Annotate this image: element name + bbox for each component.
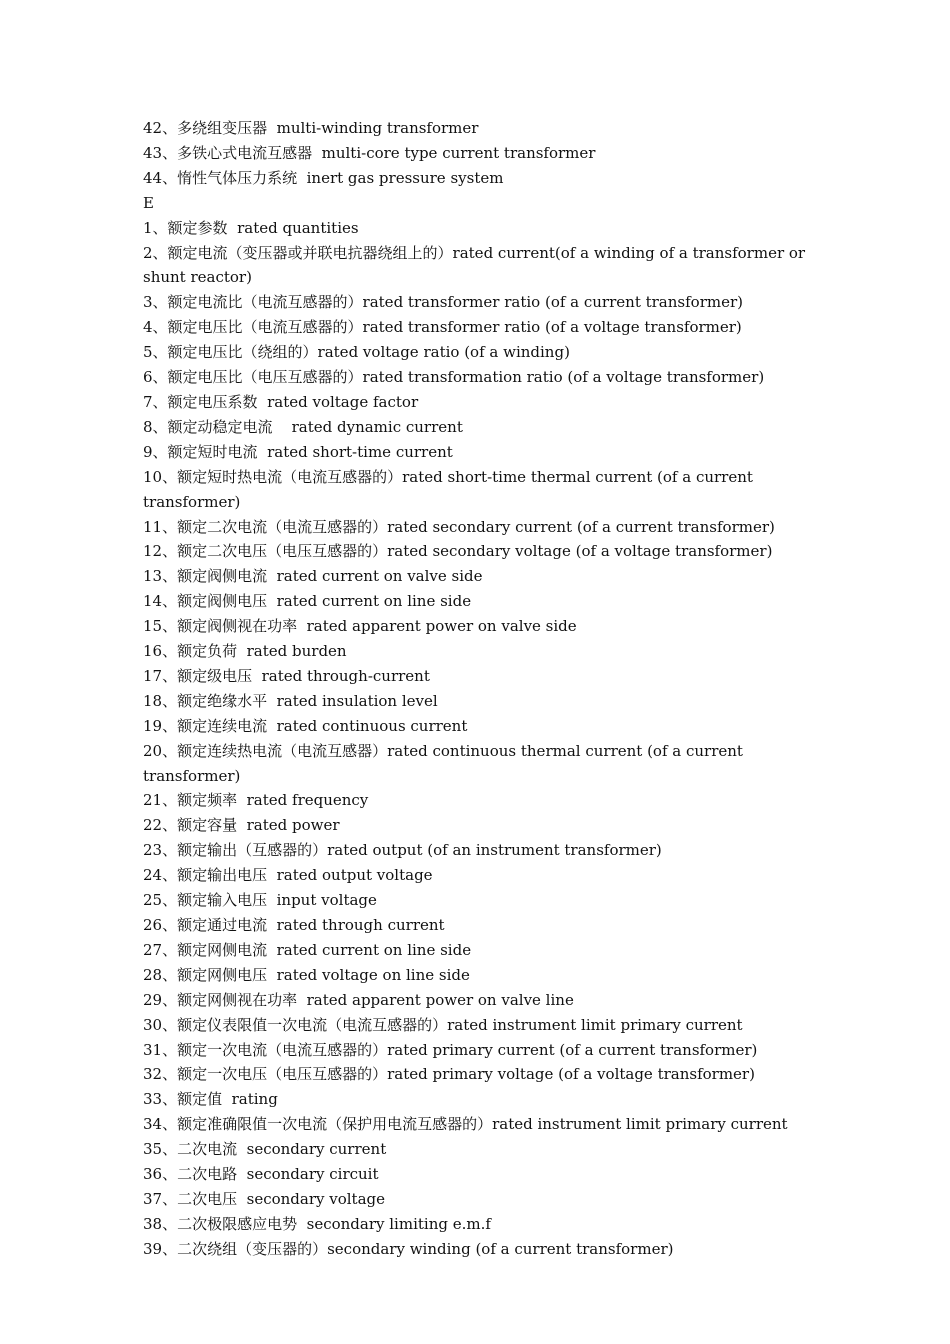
text-line: 10、额定短时热电流（电流互感器的）rated short-time thermal current (of a current transformer) (143, 467, 758, 511)
text-line: 36、二次电路 secondary circuit (143, 1165, 379, 1184)
text-line: 22、额定容量 rated power (143, 816, 340, 835)
text-line: 23、额定输出（互感器的）rated output (of an instrument transformer) (143, 841, 662, 860)
text-line: 37、二次电压 secondary voltage (143, 1189, 386, 1208)
text-line: 12、额定二次电压（电压互感器的）rated secondary voltage (of a voltage transformer) (143, 542, 773, 561)
text-line: 8、额定动稳定电流 rated dynamic current (143, 417, 463, 436)
text-line: 4、额定电压比（电流互感器的）rated transformer ratio (of a voltage transformer) (143, 318, 742, 337)
text-line: 25、额定输入电压 input voltage (143, 891, 377, 910)
text-line: 32、额定一次电压（电压互感器的）rated primary voltage (of a voltage transformer) (143, 1065, 755, 1084)
text-line: 2、额定电流（变压器或并联电抗器绕组上的）rated current(of a winding of a transformer or (143, 243, 806, 262)
text-line: 14、额定阀侧电压 rated current on line side (143, 592, 472, 611)
text-line: 26、额定通过电流 rated through current (143, 916, 445, 934)
text-line: 27、额定网侧电流 rated current on line side (143, 940, 472, 959)
text-line: shunt reactor) (143, 268, 252, 287)
text-line: 24、额定输出电压 rated output voltage (143, 866, 433, 885)
text-line: 30、额定仪表限值一次电流（电流互感器的）rated instrument limit primary current (143, 1015, 743, 1034)
text-line: 43、多铁心式电流互感器 multi-core type current transformer (143, 143, 596, 162)
document-body (143, 116, 811, 1262)
text-line: 28、额定网侧电压 rated voltage on line side (143, 965, 470, 984)
text-line: 19、额定连续电流 rated continuous current (143, 716, 468, 735)
text-line: 13、额定阀侧电流 rated current on valve side (143, 567, 483, 586)
text-line: 9、额定短时电流 rated short-time current (143, 442, 453, 461)
text-line: 44、惰性气体压力系统 inert gas pressure system (143, 168, 504, 187)
text-line: 18、额定绝缘水平 rated insulation level (143, 691, 438, 710)
text-line: 7、额定电压系数 rated voltage factor (143, 392, 419, 411)
text-line: 35、二次电流 secondary current (143, 1140, 387, 1159)
text-line: 33、额定值 rating (143, 1090, 278, 1109)
text-line: 31、额定一次电流（电流互感器的）rated primary current (of a current transformer) (143, 1040, 758, 1059)
text-line: 11、额定二次电流（电流互感器的）rated secondary current (of a current transformer) (143, 517, 775, 536)
section-letter: E (143, 193, 154, 212)
text-line: 6、额定电压比（电压互感器的）rated transformation ratio (of a voltage transformer) (143, 368, 765, 387)
text-line: 5、额定电压比（绕组的）rated voltage ratio (of a winding) (143, 343, 570, 362)
text-line: 39、二次绕组（变压器的）secondary winding (of a current transformer) (143, 1239, 674, 1258)
text-line: 3、额定电流比（电流互感器的）rated transformer ratio (of a current transformer) (143, 293, 743, 312)
text-line: 1、额定参数 rated quantities (143, 218, 359, 237)
text-line: 17、额定级电压 rated through-current (143, 666, 430, 685)
text-line: 20、额定连续热电流（电流互感器）rated continuous thermal current (of a current transformer) (143, 741, 748, 785)
text-line: 34、额定准确限值一次电流（保护用电流互感器的）rated instrument limit primary current (143, 1115, 788, 1134)
text-line: 16、额定负荷 rated burden (143, 642, 347, 661)
text-line: 42、多绕组变压器 multi-winding transformer (143, 119, 479, 137)
text-line: 21、额定频率 rated frequency (143, 791, 369, 810)
text-line: 15、额定阀侧视在功率 rated apparent power on valve side (143, 617, 577, 636)
text-line: 29、额定网侧视在功率 rated apparent power on valve line (143, 990, 574, 1009)
text-line: 38、二次极限感应电势 secondary limiting e.m.f (143, 1214, 491, 1233)
